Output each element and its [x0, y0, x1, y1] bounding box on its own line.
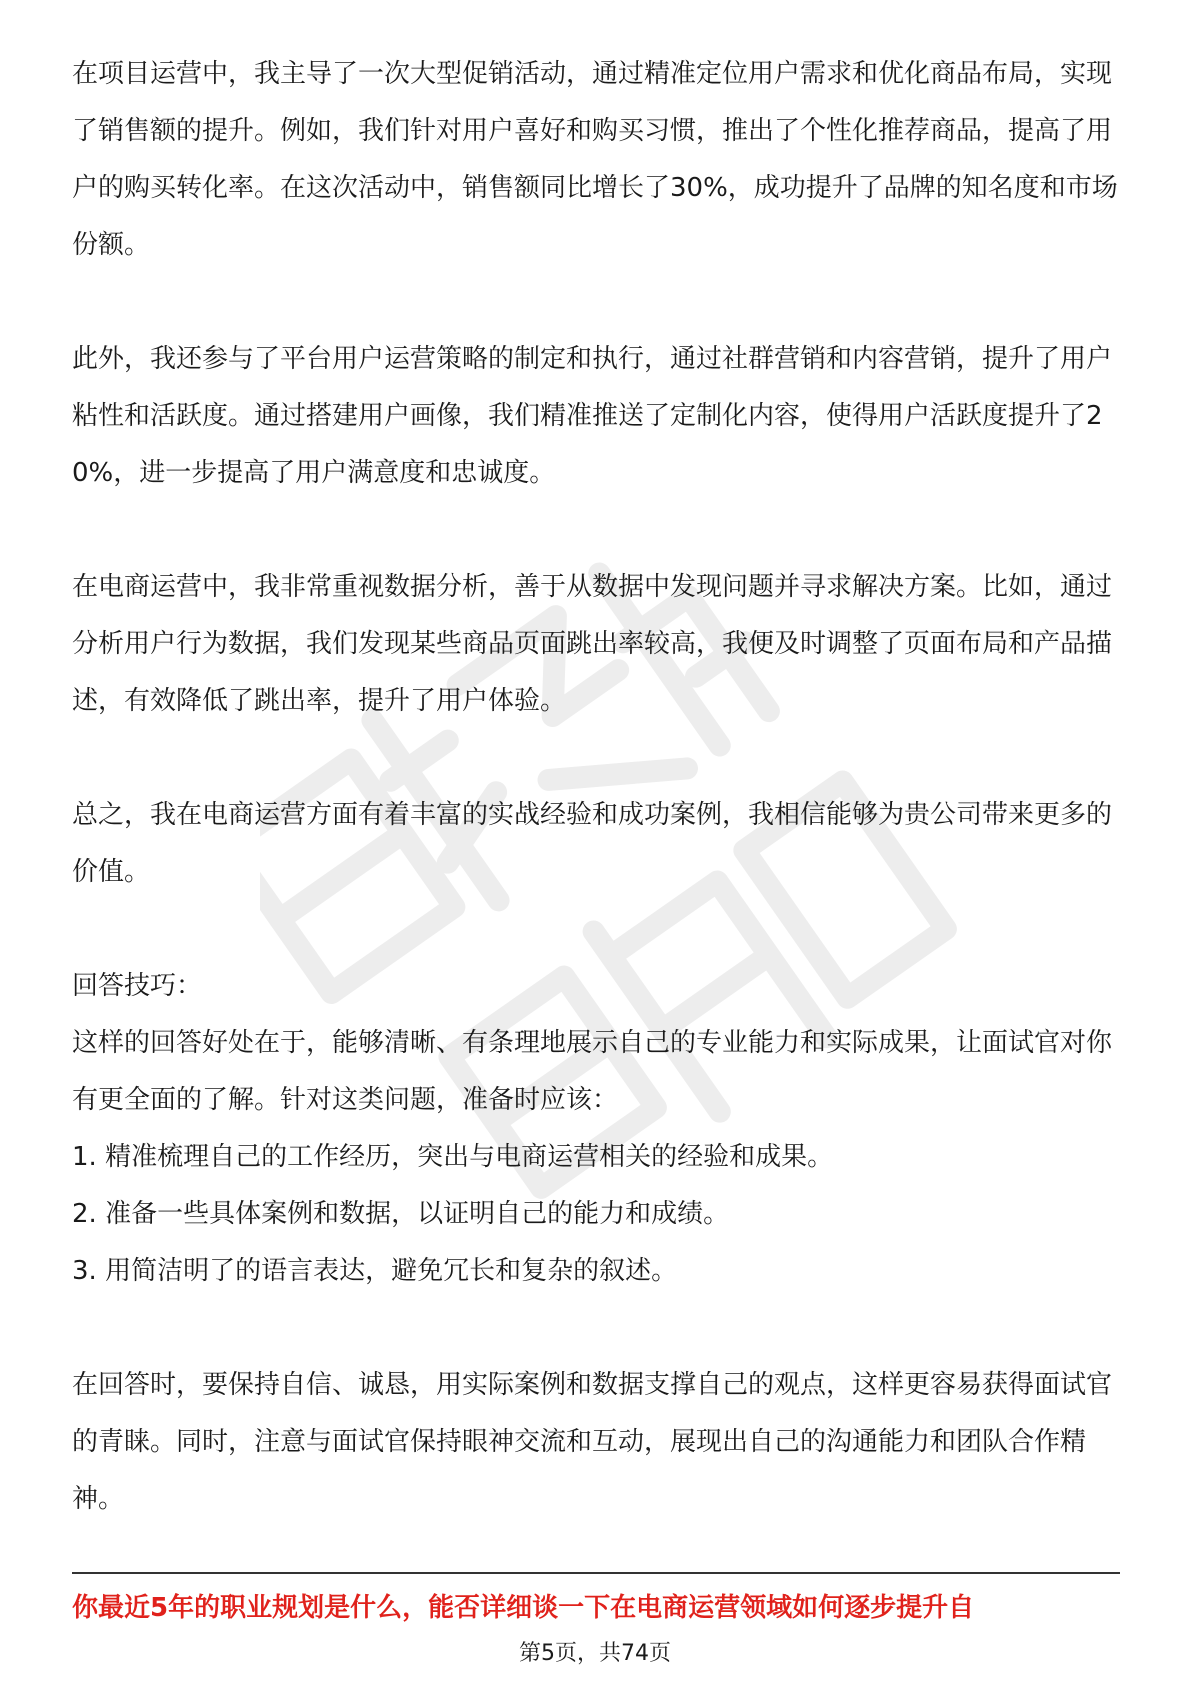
answer-paragraph-2: 此外，我还参与了平台用户运营策略的制定和执行，通过社群营销和内容营销，提升了用户粘性和活跃度。通过搭建用户画像，我们精准推送了定制化内容，使得用户活跃度提升了20%，进一步提高了用户满意度和忠诚度。: [72, 344, 1113, 488]
answer-body: [72, 46, 1120, 1528]
next-question-heading: 你最近5年的职业规划是什么，能否详细谈一下在电商运营领域如何逐步提升自: [72, 1593, 975, 1623]
answer-paragraph-1: 在项目运营中，我主导了一次大型促销活动，通过精准定位用户需求和优化商品布局，实现了销售额的提升。例如，我们针对用户喜好和购买习惯，推出了个性化推荐商品，提高了用户的购买转化率。在这次活动中，销售额同比增长了30%，成功提升了品牌的知名度和市场份额。: [72, 59, 1118, 260]
tips-item-1: 1. 精准梳理自己的工作经历，突出与电商运营相关的经验和成果。: [72, 1142, 834, 1172]
section-divider: [72, 1572, 1120, 1574]
tips-item-3: 3. 用简洁明了的语言表达，避免冗长和复杂的叙述。: [72, 1256, 678, 1286]
answer-paragraph-3: 在电商运营中，我非常重视数据分析，善于从数据中发现问题并寻求解决方案。比如，通过分析用户行为数据，我们发现某些商品页面跳出率较高，我便及时调整了页面布局和产品描述，有效降低了跳出率，提升了用户体验。: [72, 572, 1113, 716]
tips-heading: 回答技巧：: [72, 971, 203, 1001]
tips-closing: 在回答时，要保持自信、诚恳，用实际案例和数据支撑自己的观点，这样更容易获得面试官的青睐。同时，注意与面试官保持眼神交流和互动，展现出自己的沟通能力和团队合作精神。: [72, 1370, 1113, 1514]
tips-item-2: 2. 准备一些具体案例和数据，以证明自己的能力和成绩。: [72, 1199, 730, 1229]
page-number: 第5页，共74页: [519, 1641, 671, 1666]
tips-intro: 这样的回答好处在于，能够清晰、有条理地展示自己的专业能力和实际成果，让面试官对你有更全面的了解。针对这类问题，准备时应该：: [72, 1028, 1113, 1115]
answer-paragraph-4: 总之，我在电商运营方面有着丰富的实战经验和成功案例，我相信能够为贵公司带来更多的价值。: [72, 800, 1113, 887]
